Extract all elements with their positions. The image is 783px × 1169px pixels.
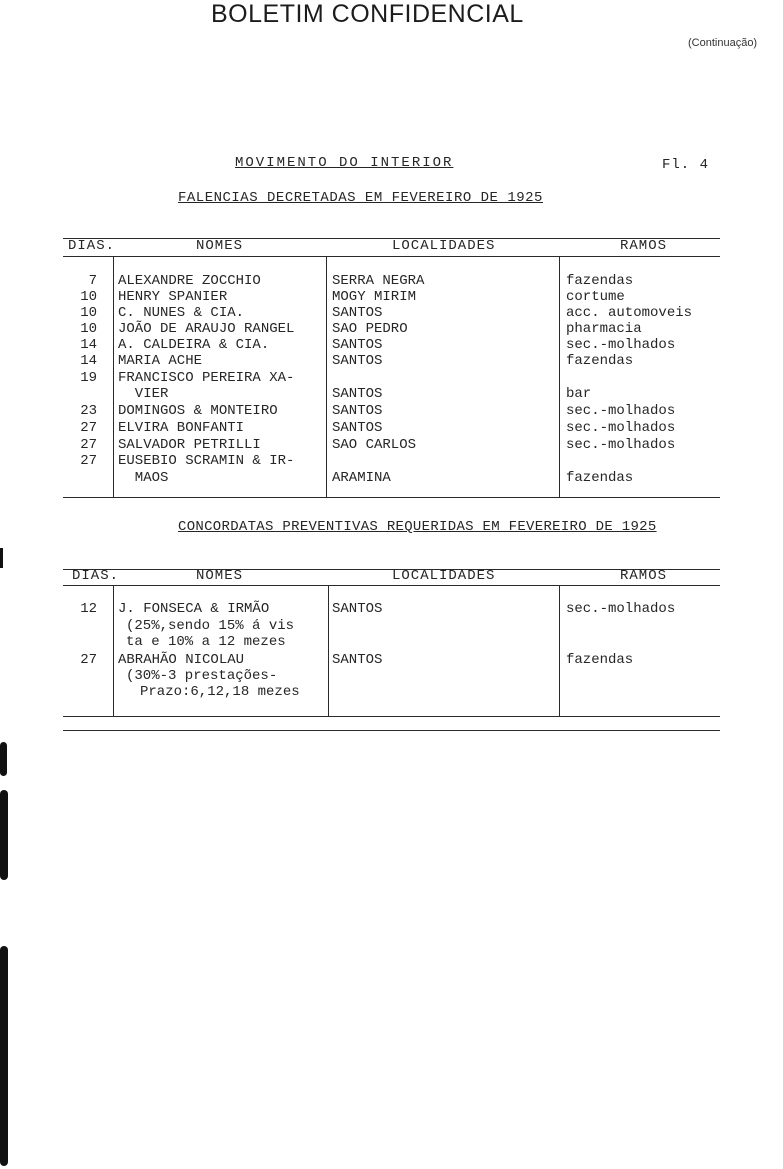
table-header-rule — [63, 585, 720, 586]
table-row — [0, 289, 783, 305]
name-cell: C. NUNES & CIA. — [118, 305, 245, 321]
page-title: BOLETIM CONFIDENCIAL — [211, 0, 524, 28]
locality-cell: SAO PEDRO — [332, 321, 408, 337]
table-row — [0, 305, 783, 321]
table-row — [0, 453, 783, 469]
column-header-dias: DIAS. — [72, 568, 120, 584]
table-row — [0, 353, 783, 369]
table-header-rule — [63, 256, 720, 257]
column-header-localidades: LOCALIDADES — [392, 238, 496, 254]
locality-cell: SANTOS — [332, 305, 383, 321]
day-cell: 27 — [80, 437, 97, 453]
terms-note: ta e 10% a 12 mezes — [126, 634, 286, 650]
branch-cell: acc. automoveis — [566, 305, 693, 321]
name-cell: DOMINGOS & MONTEIRO — [118, 403, 278, 419]
name-cell: MARIA ACHE — [118, 353, 203, 369]
table-row — [0, 652, 783, 668]
branch-cell: cortume — [566, 289, 625, 305]
scan-edge-mark — [0, 946, 8, 1166]
branch-cell: sec.-molhados — [566, 420, 676, 436]
falencias-title: FALENCIAS DECRETADAS EM FEVEREIRO DE 1925 — [178, 190, 543, 206]
name-cell: A. CALDEIRA & CIA. — [118, 337, 270, 353]
locality-cell: SANTOS — [332, 386, 383, 402]
name-cell: MAOS — [118, 470, 169, 486]
locality-cell: SANTOS — [332, 601, 383, 617]
table-row — [0, 386, 783, 402]
branch-cell: sec.-molhados — [566, 437, 676, 453]
folio-number: Fl. 4 — [662, 157, 710, 173]
continuation-label: (Continuação) — [688, 37, 758, 49]
branch-cell: fazendas — [566, 353, 634, 369]
section-title: MOVIMENTO DO INTERIOR — [235, 155, 454, 171]
table-row — [0, 437, 783, 453]
name-cell: HENRY SPANIER — [118, 289, 228, 305]
table-row — [0, 273, 783, 289]
table-bottom-rule — [63, 716, 720, 717]
day-cell: 27 — [80, 453, 97, 469]
scan-edge-mark — [0, 742, 7, 776]
branch-cell: sec.-molhados — [566, 337, 676, 353]
column-header-localidades: LOCALIDADES — [392, 568, 496, 584]
locality-cell: SAO CARLOS — [332, 437, 417, 453]
name-cell: VIER — [118, 386, 169, 402]
branch-cell: fazendas — [566, 652, 634, 668]
terms-note: (30%-3 prestações- — [126, 668, 278, 684]
column-header-nomes: NOMES — [196, 568, 244, 584]
day-cell: 10 — [80, 305, 97, 321]
table-bottom-rule — [63, 497, 720, 498]
branch-cell: sec.-molhados — [566, 403, 676, 419]
day-cell: 12 — [80, 601, 97, 617]
table-row — [0, 370, 783, 386]
table-row — [0, 470, 783, 486]
day-cell: 7 — [88, 273, 97, 289]
column-header-dias: DIAS. — [68, 238, 116, 254]
name-cell: ELVIRA BONFANTI — [118, 420, 245, 436]
locality-cell: SERRA NEGRA — [332, 273, 425, 289]
branch-cell: fazendas — [566, 273, 634, 289]
table-row — [0, 321, 783, 337]
table-row — [0, 601, 783, 617]
day-cell: 14 — [80, 353, 97, 369]
branch-cell: fazendas — [566, 470, 634, 486]
name-cell: JOÃO DE ARAUJO RANGEL — [118, 321, 295, 337]
column-header-nomes: NOMES — [196, 238, 244, 254]
table-row — [0, 420, 783, 436]
table-closing-rule — [63, 730, 720, 731]
locality-cell: SANTOS — [332, 652, 383, 668]
name-cell: ABRAHÃO NICOLAU — [118, 652, 245, 668]
day-cell: 10 — [80, 321, 97, 337]
locality-cell: SANTOS — [332, 403, 383, 419]
name-cell: J. FONSECA & IRMÃO — [118, 601, 270, 617]
name-cell: FRANCISCO PEREIRA XA- — [118, 370, 295, 386]
scan-edge-mark — [0, 548, 3, 568]
branch-cell: pharmacia — [566, 321, 642, 337]
column-header-ramos: RAMOS — [620, 568, 668, 584]
name-cell: EUSEBIO SCRAMIN & IR- — [118, 453, 295, 469]
concordatas-title: CONCORDATAS PREVENTIVAS REQUERIDAS EM FEVEREIRO DE 1925 — [178, 519, 657, 535]
day-cell: 27 — [80, 420, 97, 436]
locality-cell: SANTOS — [332, 420, 383, 436]
locality-cell: SANTOS — [332, 353, 383, 369]
branch-cell: bar — [566, 386, 592, 402]
terms-note: (25%,sendo 15% á vis — [126, 618, 295, 634]
column-header-ramos: RAMOS — [620, 238, 668, 254]
day-cell: 10 — [80, 289, 97, 305]
branch-cell: sec.-molhados — [566, 601, 676, 617]
day-cell: 14 — [80, 337, 97, 353]
locality-cell: ARAMINA — [332, 470, 391, 486]
scan-edge-mark — [0, 790, 8, 880]
terms-note: Prazo:6,12,18 mezes — [140, 684, 300, 700]
locality-cell: MOGY MIRIM — [332, 289, 417, 305]
locality-cell: SANTOS — [332, 337, 383, 353]
day-cell: 23 — [80, 403, 97, 419]
table-row — [0, 337, 783, 353]
day-cell: 27 — [80, 652, 97, 668]
day-cell: 19 — [80, 370, 97, 386]
name-cell: ALEXANDRE ZOCCHIO — [118, 273, 261, 289]
name-cell: SALVADOR PETRILLI — [118, 437, 261, 453]
table-row — [0, 403, 783, 419]
